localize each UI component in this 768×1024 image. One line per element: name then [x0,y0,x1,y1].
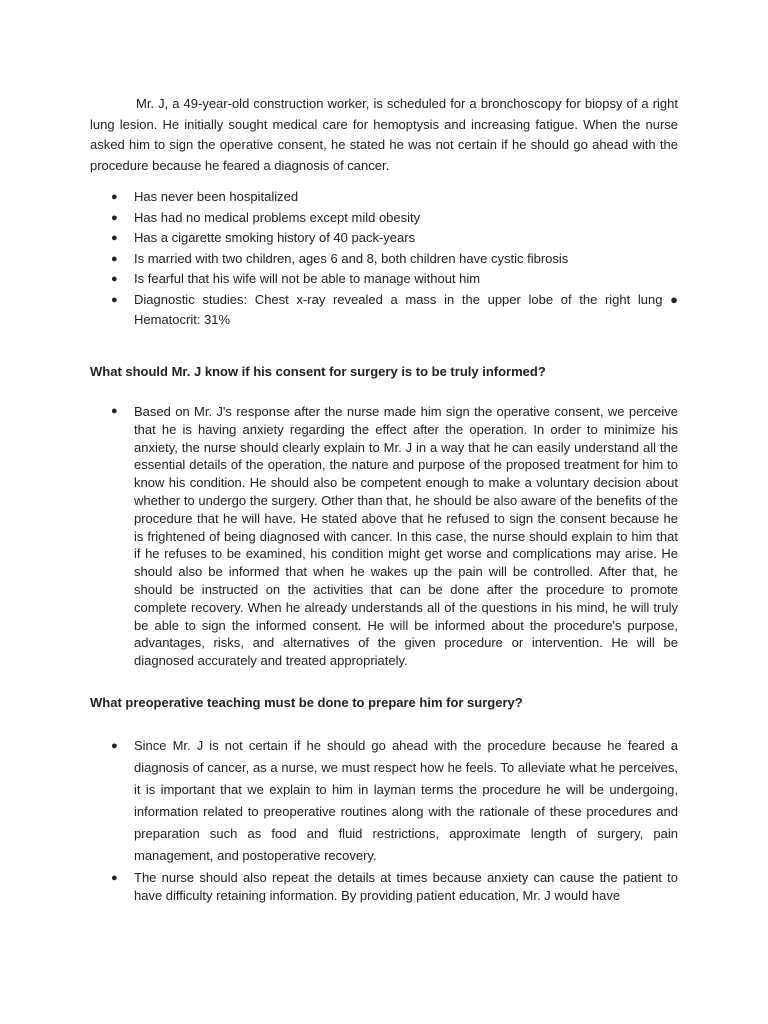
bullet-icon: ● [111,273,118,285]
bullet-icon: ● [111,872,118,884]
bullet-icon: ● [111,232,118,244]
list-item [90,269,678,290]
bullet-icon: ● [111,211,118,224]
list-item [90,187,678,208]
answer-text: Based on Mr. J's response after the nurse made him sign the operative consent, we perceive that he is having anxiety regarding the effect after the operation. In order to minimize his anxiety, the nurse should clearly explain to Mr. J in a way that he can easily understand all the essential details of the operation, the nature and purpose of the proposed treatment for him to know his condition. He should also be competent enough to make a voluntary decision about whether to undergo the surgery. Other than that, he should be also aware of the benefits of the procedure that he will have. He stated above that he refused to sign the consent because he is frightened of being diagnosed with cancer. In this case, the nurse should explain to him that if he refuses to be examined, his condition might get worse and complications may arise. He should also be informed that when he wakes up the pain will be controlled. After that, he should be instructed on the activities that can be done after the procedure to promote complete recovery. When he already understands all of the questions in his mind, he will truly be able to sign the informed consent. He will be informed about the procedure's purpose, advantages, risks, and alternatives of the given procedure or intervention. He will be diagnosed accurately and treated appropriately. [134,404,678,669]
question-heading-preoperative-teaching: What preoperative teaching must be done to prepare him for surgery? [90,695,523,710]
list-item [90,403,678,670]
fact-text: Diagnostic studies: Chest x-ray revealed a mass in the upper lobe of the right lung ● Hematocrit: 31% [134,291,678,327]
bullet-icon: ● [111,405,118,417]
fact-text: Is fearful that his wife will not be able to manage without him [134,271,481,286]
bullet-icon: ● [111,293,118,306]
bullet-icon: ● [111,191,118,203]
answer-text: The nurse should also repeat the details at times because anxiety can cause the patient to have difficulty retaining information. By providing patient education, Mr. J would have [134,870,678,903]
answer-list-preoperative-teaching [90,735,678,905]
list-item [90,208,678,229]
list-item [90,228,678,249]
list-item [90,869,678,905]
fact-text: Has a cigarette smoking history of 40 pack-years [134,230,416,245]
list-item [90,249,678,270]
bullet-icon: ● [111,252,118,265]
bullet-icon: ● [111,740,118,752]
list-item [90,735,678,867]
question-heading-informed-consent: What should Mr. J know if his consent for surgery is to be truly informed? [90,364,546,379]
answer-list-informed-consent [90,403,678,670]
answer-text: Since Mr. J is not certain if he should go ahead with the procedure because he feared a diagnosis of cancer, as a nurse, we must respect how he feels. To alleviate what he perceives, it is important that we explain to him in layman terms the procedure he will be undergoing, information related to preoperative routines along with the rationale of these procedures and preparation such as food and fluid restrictions, approximate length of surgery, pain management, and postoperative recovery. [134,738,678,863]
patient-facts-list [90,187,678,331]
fact-text: Has had no medical problems except mild obesity [134,209,421,225]
fact-text: Is married with two children, ages 6 and 8, both children have cystic fibrosis [134,250,569,266]
fact-text: Has never been hospitalized [134,189,299,204]
case-intro-paragraph: Mr. J, a 49-year-old construction worker, is scheduled for a bronchoscopy for biopsy of a right lung lesion. He initially sought medical care for hemoptysis and increasing fatigue. When the nurse asked him to sign the operative consent, he stated he was not certain if he should go ahead with the procedure because he feared a diagnosis of cancer. [90,96,678,173]
list-item [90,290,678,331]
